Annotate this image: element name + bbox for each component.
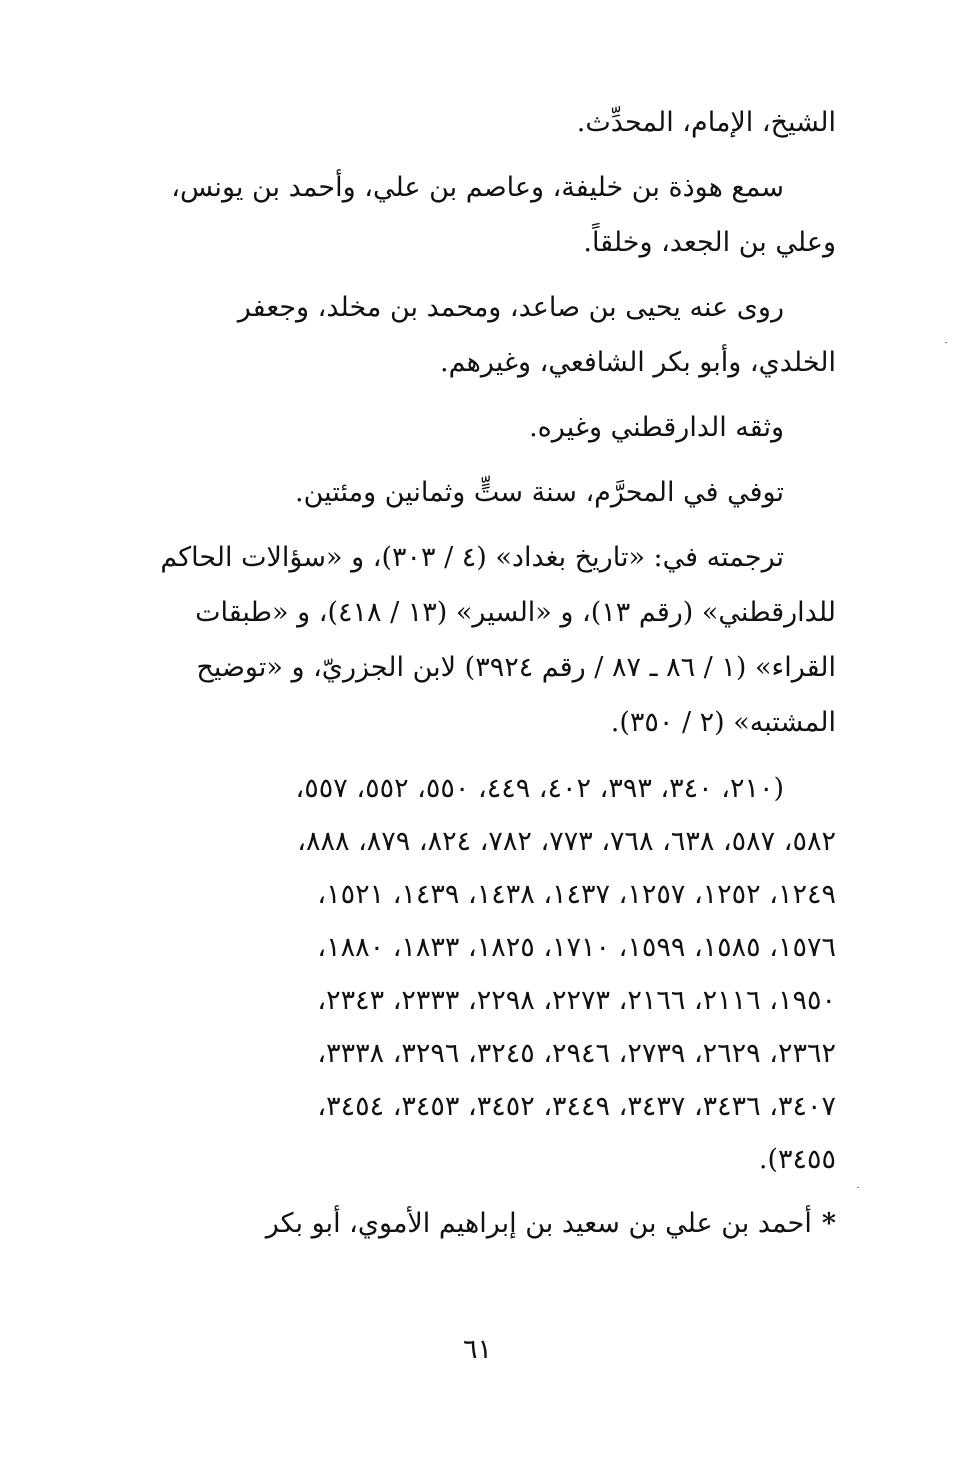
sources-line-1: ترجمته في: «تاريخ بغداد» (٤ / ٣٠٣)، و «سؤالات الحاكم [160,542,784,573]
reference-row: ١٥٧٦، ١٥٨٥، ١٥٩٩، ١٧١٠، ١٨٢٥، ١٨٣٣، ١٨٨٠، [317,932,836,963]
reference-row: ٣٤٠٧، ٣٤٣٦، ٣٤٣٧، ٣٤٤٩، ٣٤٥٢، ٣٤٥٣، ٣٤٥٤، [317,1091,836,1122]
margin-mark [857,1187,859,1188]
teachers-line-2: وعلي بن الجعد، وخلقاً. [583,227,836,258]
sources-line-3: القراء» (١ / ٨٦ ـ ٨٧ / رقم ٣٩٢٤) لابن الجزريّ، و «توضيح [196,652,836,683]
margin-mark [945,342,947,343]
reference-row: ٥٨٢، ٥٨٧، ٦٣٨، ٧٦٨، ٧٧٣، ٧٨٢، ٨٢٤، ٨٧٩، ٨٨٨، [297,826,836,857]
death-line: توفي في المحرَّم، سنة ستٍّ وثمانين ومئتين. [295,477,784,508]
sources-line-4: المشتبه» (٢ / ٣٥٠). [610,707,836,738]
reference-row: (٢١٠، ٣٤٠، ٣٩٣، ٤٠٢، ٤٤٩، ٥٥٠، ٥٥٢، ٥٥٧، [295,773,784,804]
entry-title-line: الشيخ، الإمام، المحدِّث. [576,107,836,138]
reference-row: ٢٣٦٢، ٢٦٢٩، ٢٧٣٩، ٢٩٤٦، ٣٢٤٥، ٣٢٩٦، ٣٣٣٨، [317,1038,836,1069]
students-line-1: روى عنه يحيى بن صاعد، ومحمد بن مخلد، وجعفر [237,292,784,323]
trust-line: وثقه الدارقطني وغيره. [529,412,784,443]
students-line-2: الخلدي، وأبو بكر الشافعي، وغيرهم. [440,347,836,378]
sources-line-2: للدارقطني» (رقم ١٣)، و «السير» (١٣ / ٤١٨)، و «طبقات [195,597,836,628]
page-body [118,95,836,1251]
reference-row: ٣٤٥٥). [758,1144,836,1175]
next-entry-text: أحمد بن علي بن سعيد بن إبراهيم الأموي، أبو بكر [265,1208,812,1239]
teachers-line-1: سمع هوذة بن خليفة، وعاصم بن علي، وأحمد بن يونس، [171,172,784,203]
entry-star-icon: * [821,1208,836,1239]
next-entry-line [118,1196,836,1251]
reference-row: ١٢٤٩، ١٢٥٢، ١٢٥٧، ١٤٣٧، ١٤٣٨، ١٤٣٩، ١٥٢١، [317,879,836,910]
reference-numbers [118,762,836,1186]
page-number: ٦١ [462,1334,492,1365]
reference-row: ١٩٥٠، ٢١١٦، ٢١٦٦، ٢٢٧٣، ٢٢٩٨، ٢٣٣٣، ٢٣٤٣، [317,985,836,1016]
